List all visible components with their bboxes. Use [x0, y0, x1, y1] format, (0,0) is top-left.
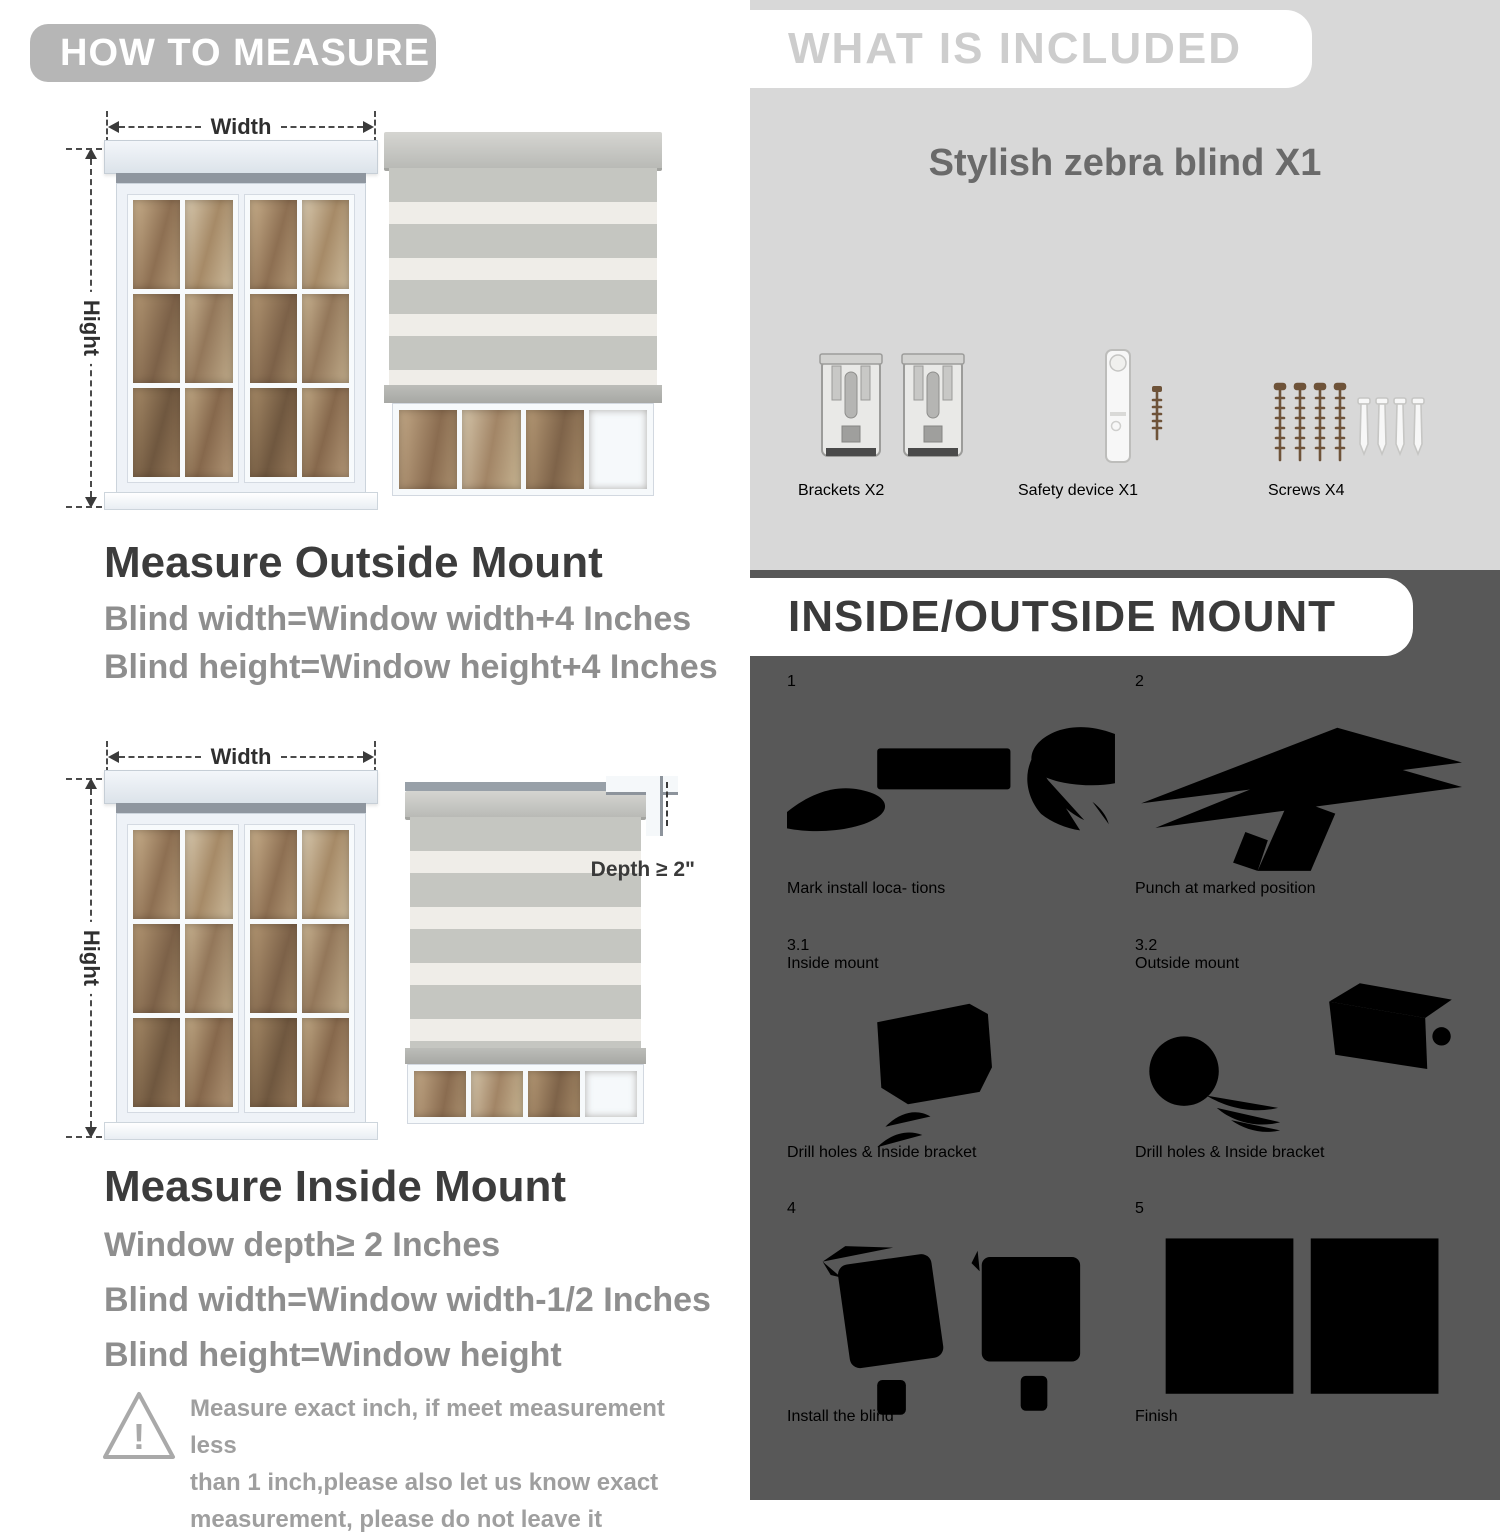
brackets-label: Brackets X2 [798, 482, 885, 499]
window-sill [104, 492, 378, 510]
step-caption-2: Punch at marked position [1135, 880, 1316, 897]
what-is-included-header: WHAT IS INCLUDED [750, 10, 1312, 88]
window-top-strip [116, 173, 366, 183]
window-illustration-inside [112, 770, 370, 1140]
inside-bracket-art [787, 973, 1115, 1164]
window-frame [116, 183, 366, 494]
step-caption-4: Install the blind [787, 1408, 894, 1425]
blind-cassette [405, 791, 646, 820]
outside-mount-rule-width: Blind width=Window width+4 Inches [104, 600, 692, 638]
step-number: 3 [787, 937, 796, 954]
bracket-icon [900, 352, 966, 464]
window-sill [104, 1122, 378, 1140]
window-pane [302, 924, 349, 1013]
step-number: 2 [1135, 673, 1144, 690]
step-subnumber: .2 [1143, 937, 1158, 954]
window-pane [585, 1071, 637, 1117]
inside-mount-rule-width: Blind width=Window width-1/2 Inches [104, 1281, 711, 1319]
dashed-line [119, 126, 201, 128]
height-label: Hight [78, 922, 104, 994]
window-pane [250, 388, 297, 477]
window-pane [250, 924, 297, 1013]
step-panel-3-1 [787, 937, 1115, 1131]
product-label: Stylish zebra blind X1 [928, 142, 1322, 184]
safety-device-icon [1098, 346, 1138, 468]
width-label: Width [210, 114, 272, 139]
outside-mount-rule-height: Blind height=Window height+4 Inches [104, 648, 718, 686]
step-caption-1: Mark install loca- tions [787, 880, 946, 897]
window-pane [133, 294, 180, 383]
arrowhead-right-icon [363, 121, 374, 133]
window-pane [526, 410, 584, 489]
window-pane [302, 1018, 349, 1107]
step-badge [1135, 937, 1462, 955]
width-tick-right [374, 741, 376, 773]
window-pane [185, 830, 232, 919]
blind-stripes [410, 817, 641, 1048]
warning-text [190, 1390, 670, 1538]
window-frame [116, 813, 366, 1124]
window-pane [133, 924, 180, 1013]
window-pane [133, 200, 180, 289]
step-caption-3-2: Drill holes & Inside bracket [1135, 1144, 1325, 1161]
window-pane [250, 1018, 297, 1107]
finish-art [1135, 1218, 1462, 1418]
screw-icon [1150, 384, 1164, 442]
outside-bracket-art [1135, 973, 1462, 1163]
arrowhead-right-icon [363, 751, 374, 763]
window-pane [185, 924, 232, 1013]
blind-stripes [389, 168, 657, 385]
inside-mount-heading: Measure Inside Mount [104, 1162, 567, 1211]
step-number: 1 [787, 673, 796, 690]
screws-label: Screws X4 [1268, 482, 1345, 499]
outside-mount-heading: Measure Outside Mount [104, 538, 603, 587]
window-lintel [104, 140, 378, 174]
window-pane [302, 200, 349, 289]
step-panel-1 [787, 673, 1115, 867]
width-tick-right [374, 111, 376, 143]
warning-line-1: Measure exact inch, if meet measurement less [190, 1395, 665, 1459]
step-panel-3-2 [1135, 937, 1462, 1131]
arrowhead-left-icon [108, 121, 119, 133]
step-subnumber: .1 [795, 937, 810, 954]
arrowhead-left-icon [108, 751, 119, 763]
step-number: 4 [787, 1200, 796, 1217]
zebra-blind-outside-illustration [384, 132, 662, 512]
window-pane [133, 1018, 180, 1107]
how-to-measure-header: HOW TO MEASURE [30, 24, 436, 82]
window-lintel [104, 770, 378, 804]
dashed-line [281, 126, 363, 128]
step-number: 3 [1135, 937, 1144, 954]
blind-cassette [384, 132, 662, 171]
window-behind-blind [392, 403, 654, 496]
window-pane [250, 200, 297, 289]
zebra-blind-inside-illustration [393, 770, 658, 1140]
window-pane [133, 388, 180, 477]
window-door-right [244, 194, 356, 483]
install-blind-art [787, 1218, 1115, 1419]
width-arrow-inside [106, 740, 376, 774]
dashed-line [119, 756, 201, 758]
dashed-line [281, 756, 363, 758]
width-arrow-outside [106, 110, 376, 144]
step-number: 5 [1135, 1200, 1144, 1217]
safety-device-label: Safety device X1 [1018, 482, 1139, 499]
step-badge [787, 1200, 1115, 1218]
blind-bottom-rail [405, 1048, 646, 1064]
bracket-icon [818, 352, 884, 464]
step-badge [787, 937, 1115, 955]
height-label: Hight [78, 292, 104, 364]
warning-line-2: than 1 inch,please also let us know exact [190, 1469, 659, 1496]
window-top-strip [116, 803, 366, 813]
window-pane [133, 830, 180, 919]
step-badge [1135, 1200, 1462, 1218]
window-door-left [127, 824, 239, 1113]
window-door-left [127, 194, 239, 483]
window-door-right [244, 824, 356, 1113]
window-pane [471, 1071, 523, 1117]
warning-exclamation: ! [133, 1416, 145, 1457]
window-illustration-outside [112, 140, 370, 510]
window-pane [528, 1071, 580, 1117]
height-arrow-outside [78, 148, 104, 508]
window-behind-blind [407, 1064, 644, 1124]
step-panel-4 [787, 1200, 1115, 1396]
warning-line-3: measurement, please do not leave it [190, 1506, 603, 1533]
depth-label: Depth ≥ 2" [590, 858, 695, 881]
blind-bottom-rail [384, 385, 662, 403]
window-pane [589, 410, 647, 489]
frame-detail-vertical [646, 776, 660, 836]
mark-locations-art [787, 691, 1115, 882]
step-panel-2 [1135, 673, 1462, 867]
depth-dashed-line [666, 782, 668, 826]
window-pane [185, 294, 232, 383]
window-pane [185, 1018, 232, 1107]
step-badge [1135, 673, 1462, 691]
wall-anchors-icon [1356, 390, 1428, 464]
window-pane [185, 200, 232, 289]
inside-outside-mount-header: INSIDE/OUTSIDE MOUNT [750, 578, 1413, 656]
step-badge [787, 673, 1115, 691]
window-pane [302, 830, 349, 919]
window-pane [399, 410, 457, 489]
drill-position-art [1135, 691, 1462, 881]
step-caption-3-1: Drill holes & Inside bracket [787, 1144, 977, 1161]
height-arrow-inside [78, 778, 104, 1138]
window-pane [250, 830, 297, 919]
screws-icon [1272, 382, 1352, 472]
inside-mount-rule-height: Blind height=Window height [104, 1336, 562, 1374]
step-title: Inside mount [787, 955, 879, 972]
warning-triangle-icon [98, 1386, 180, 1466]
step-caption-5: Finish [1135, 1408, 1178, 1425]
step-panel-5 [1135, 1200, 1462, 1396]
window-pane [462, 410, 520, 489]
window-pane [414, 1071, 466, 1117]
window-pane [302, 388, 349, 477]
inside-mount-rule-depth: Window depth≥ 2 Inches [104, 1226, 501, 1264]
window-pane [250, 294, 297, 383]
window-pane [185, 388, 232, 477]
step-title: Outside mount [1135, 955, 1240, 972]
width-label: Width [210, 744, 272, 769]
window-pane [302, 294, 349, 383]
